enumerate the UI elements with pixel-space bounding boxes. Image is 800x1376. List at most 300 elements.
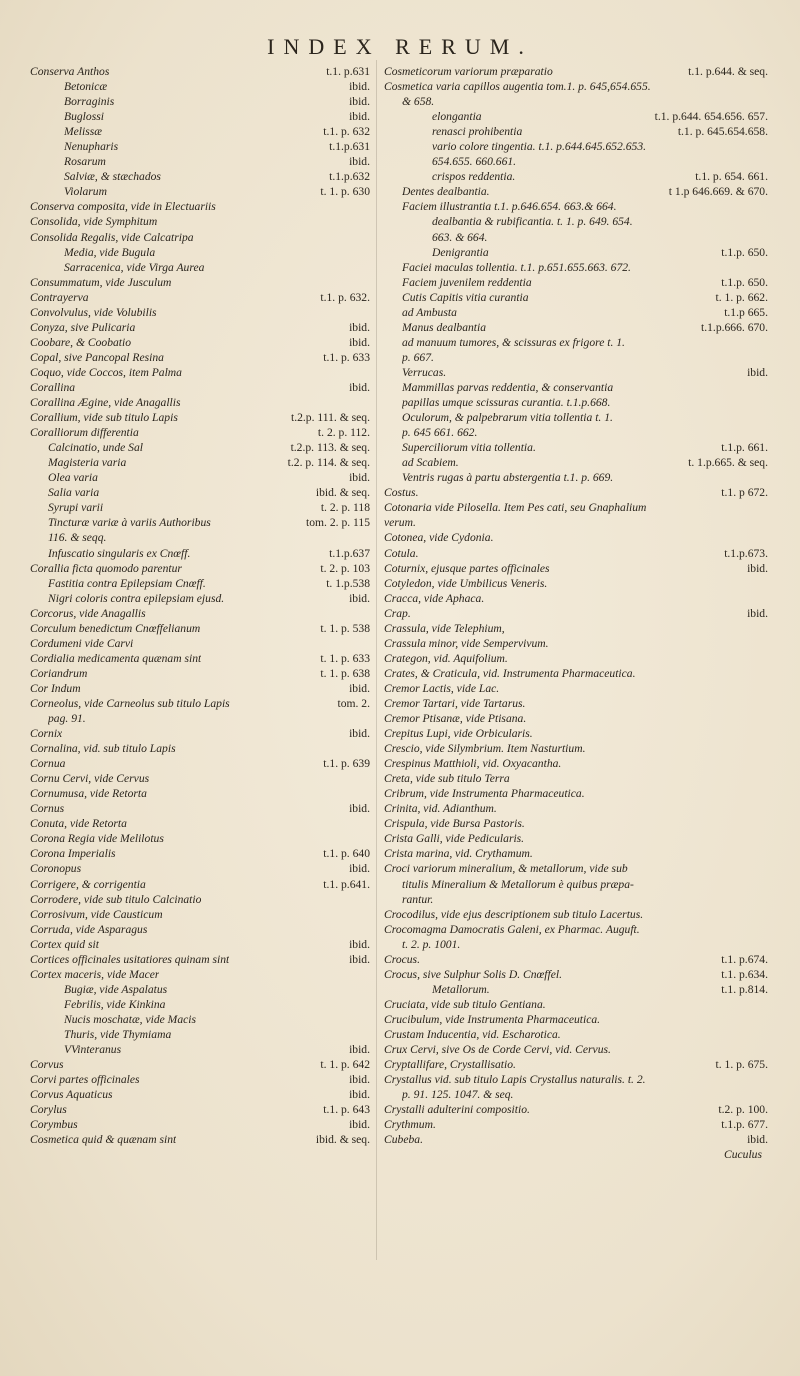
index-entry-term: Crista Galli, vide Pedicularis. xyxy=(384,832,525,846)
index-entry xyxy=(30,1072,370,1087)
index-entry-term: Nucis moschatæ, vide Macis xyxy=(64,1012,197,1026)
index-entry xyxy=(30,606,370,621)
index-entry-term: Corylus xyxy=(30,1103,67,1117)
index-entry-term: Cryptallifare, Crystallisatio. xyxy=(384,1058,516,1072)
index-entry-term: Salviæ, & stæchados xyxy=(64,170,161,184)
index-entry xyxy=(384,425,768,440)
index-entry xyxy=(30,846,370,861)
index-entry-term: ad manuum tumores, & scissuras ex frigore t. 1. xyxy=(402,335,625,349)
index-entry-reference: ibid. & seq. xyxy=(315,486,370,500)
index-entry xyxy=(30,214,370,229)
index-entry-term: Consolida, vide Symphitum xyxy=(30,215,158,229)
index-entry-reference: t.1.p. 661. xyxy=(721,441,768,455)
index-entry-term: Nigri coloris contra epilepsiam ejusd. xyxy=(48,591,225,605)
index-entry-term: crispos reddentia. xyxy=(432,170,516,184)
index-entry-term: Crocus, sive Sulphur Solis D. Cnœffel. xyxy=(384,967,562,981)
index-entry-term: Cornumusa, vide Retorta xyxy=(30,787,147,801)
index-entry xyxy=(384,395,768,410)
index-entry xyxy=(30,1042,370,1057)
index-entry-term: Superciliorum vitia tollentia. xyxy=(402,441,536,455)
index-entry xyxy=(384,79,768,94)
right-column xyxy=(384,64,768,1162)
index-entry xyxy=(30,515,370,530)
index-entry xyxy=(30,79,370,94)
index-entry xyxy=(384,621,768,636)
index-entry xyxy=(384,214,768,229)
index-entry xyxy=(384,485,768,500)
index-entry-term: Creta, vide sub titulo Terra xyxy=(384,772,510,786)
index-entry xyxy=(384,500,768,515)
index-entry-term: Cuculus xyxy=(723,1148,762,1162)
index-entry-reference: t. 1. p. 662. xyxy=(715,290,768,304)
index-entry xyxy=(30,1132,370,1147)
index-entry-term: Crocus. xyxy=(384,952,420,966)
index-entry-term: Corrodere, vide sub titulo Calcinatio xyxy=(30,892,202,906)
index-entry xyxy=(384,410,768,425)
index-entry-term: renasci prohibentia xyxy=(432,125,523,139)
index-entry-term: Cosmetica varia capillos augentia tom.1. p. 645,654.655. xyxy=(384,80,651,94)
index-entry-reference: t.2. p. 114. & seq. xyxy=(287,456,370,470)
index-entry-reference: t. 1. p. 630 xyxy=(320,185,370,199)
index-entry-reference: t.1.p. 650. xyxy=(721,275,768,289)
index-entry-reference: ibid. xyxy=(349,155,370,169)
index-entry xyxy=(384,275,768,290)
index-entry xyxy=(30,320,370,335)
index-entry-term: Denigrantia xyxy=(432,245,489,259)
page-title: INDEX RERUM. xyxy=(267,34,533,59)
index-entry-term: Copal, sive Pancopal Resina xyxy=(30,350,164,364)
index-entry-term: Crispula, vide Bursa Pastoris. xyxy=(384,817,525,831)
index-entry xyxy=(384,380,768,395)
index-entry-term: p. 645 661. 662. xyxy=(402,426,478,440)
index-entry-term: Corallia ficta quomodo parentur xyxy=(30,561,182,575)
index-entry-term: Conyza, sive Pulicaria xyxy=(30,320,136,334)
index-entry-term: Contrayerva xyxy=(30,290,89,304)
index-entry-term: papillas umque scissuras curantia. t.1.p.668. xyxy=(402,396,611,410)
index-entry-reference: ibid. xyxy=(349,335,370,349)
index-entry-term: Croci variorum mineralium, & metallorum, vide sub xyxy=(384,862,628,876)
index-entry xyxy=(384,651,768,666)
index-entry xyxy=(30,937,370,952)
index-entry xyxy=(30,1087,370,1102)
index-entry-reference: t. 1.p.665. & seq. xyxy=(688,456,768,470)
index-entry xyxy=(30,621,370,636)
index-entry xyxy=(384,561,768,576)
index-entry-term: Cutis Capitis vitia curantia xyxy=(402,290,529,304)
index-entry xyxy=(30,94,370,109)
index-entry xyxy=(384,1132,768,1147)
index-entry xyxy=(384,94,768,109)
index-entry-term: 663. & 664. xyxy=(432,230,488,244)
index-entry xyxy=(384,335,768,350)
index-entry xyxy=(30,997,370,1012)
index-entry xyxy=(384,576,768,591)
index-entry-reference: t. 1. p. 642 xyxy=(320,1058,370,1072)
index-entry-term: Faciei maculas tollentia. t.1. p.651.655.663. 672. xyxy=(402,260,631,274)
index-entry-term: Crystallus vid. sub titulo Lapis Crystallus naturalis. t. 2. xyxy=(384,1073,646,1087)
index-entry-term: Cornix xyxy=(30,727,63,741)
index-entry-term: Costus. xyxy=(384,486,419,500)
index-entry-term: Bugiæ, vide Aspalatus xyxy=(64,982,168,996)
index-entry-term: Crassula minor, vide Sempervivum. xyxy=(384,636,549,650)
left-column xyxy=(30,64,370,1147)
index-entry-term: Faciem juvenilem reddentia xyxy=(402,275,532,289)
index-entry-reference: t.1. p.814. xyxy=(721,982,768,996)
index-entry-reference: ibid. xyxy=(349,952,370,966)
index-entry-reference: ibid. xyxy=(349,380,370,394)
index-entry xyxy=(384,982,768,997)
index-entry-term: Tincturæ variæ à variis Authoribus xyxy=(48,516,211,530)
index-entry xyxy=(30,395,370,410)
index-entry xyxy=(30,425,370,440)
index-entry xyxy=(30,365,370,380)
index-entry-term: p. 667. xyxy=(402,350,434,364)
index-entry xyxy=(30,967,370,982)
index-entry-reference: t.2. p. 100. xyxy=(718,1103,768,1117)
index-entry xyxy=(30,831,370,846)
index-entry-term: Conserva composita, vide in Electuariis xyxy=(30,200,216,214)
index-entry-reference: t.1. p.644. 654.656. 657. xyxy=(654,110,768,124)
index-entry xyxy=(384,591,768,606)
index-entry xyxy=(30,711,370,726)
index-entry-term: Cornus xyxy=(30,802,65,816)
index-entry-reference: t.1.p.666. 670. xyxy=(701,320,768,334)
index-entry xyxy=(384,1057,768,1072)
index-entry-term: Crassula, vide Telephium, xyxy=(384,621,505,635)
index-entry xyxy=(384,666,768,681)
index-entry xyxy=(30,124,370,139)
index-entry-term: Crux Cervi, sive Os de Corde Cervi, vid. Cervus. xyxy=(384,1043,611,1057)
index-entry-term: Crythmum. xyxy=(384,1118,436,1132)
index-entry xyxy=(30,109,370,124)
index-entry-reference: tom. 2. p. 115 xyxy=(306,516,370,530)
index-entry xyxy=(384,440,768,455)
index-entry-term: Infuscatio singularis ex Cnœff. xyxy=(48,546,191,560)
index-entry-term: Corcorus, vide Anagallis xyxy=(30,606,146,620)
index-entry xyxy=(30,877,370,892)
index-entry xyxy=(384,169,768,184)
index-entry xyxy=(384,530,768,545)
index-entry-term: VVinteranus xyxy=(64,1043,122,1057)
index-entry xyxy=(30,952,370,967)
index-entry xyxy=(384,726,768,741)
index-entry-reference: ibid. xyxy=(747,561,768,575)
index-entry-term: Coralliorum differentia xyxy=(30,426,139,440)
index-entry-term: Cornu Cervi, vide Cervus xyxy=(30,772,150,786)
index-entry-term: Thuris, vide Thymiama xyxy=(64,1028,172,1041)
index-entry xyxy=(384,606,768,621)
index-entry xyxy=(384,1087,768,1102)
index-entry xyxy=(30,500,370,515)
index-entry xyxy=(30,64,370,79)
index-entry-term: Cosmetica quid & quænam sint xyxy=(30,1133,177,1147)
index-entry-term: Coobare, & Coobatio xyxy=(30,335,132,349)
index-entry xyxy=(384,801,768,816)
index-entry-term: Febrilis, vide Kinkina xyxy=(64,997,166,1011)
index-entry-term: Corneolus, vide Carneolus sub titulo Lapis xyxy=(30,696,230,710)
index-entry xyxy=(30,169,370,184)
index-entry-term: Corculum benedictum Cnœffelianum xyxy=(30,621,201,635)
index-entry xyxy=(30,892,370,907)
index-entry-term: Consolida Regalis, vide Calcatripa xyxy=(30,230,194,244)
index-entry-reference: t.2.p. 111. & seq. xyxy=(290,411,370,425)
index-entry xyxy=(384,831,768,846)
index-entry-term: Cremor Ptisanæ, vide Ptisana. xyxy=(384,712,527,726)
index-entry-reference: ibid. xyxy=(349,727,370,741)
index-entry xyxy=(384,139,768,154)
index-entry-term: Cremor Tartari, vide Tartarus. xyxy=(384,696,526,710)
index-entry xyxy=(384,305,768,320)
index-entry-reference: ibid. xyxy=(349,681,370,695)
index-entry-term: Sarracenica, vide Virga Aurea xyxy=(64,260,205,274)
index-entry-term: Corona Regia vide Melilotus xyxy=(30,832,164,846)
index-entry xyxy=(384,786,768,801)
index-entry-reference: t.1.p.631 xyxy=(329,140,370,154)
index-entry-reference: ibid. xyxy=(349,591,370,605)
index-entry-term: Faciem illustrantia t.1. p.646.654. 663.& 664. xyxy=(402,200,617,214)
index-entry xyxy=(384,846,768,861)
index-entry xyxy=(30,741,370,756)
index-entry xyxy=(30,230,370,245)
index-entry xyxy=(30,380,370,395)
index-entry-reference: ibid. xyxy=(349,320,370,334)
index-entry-reference: t. 1. p. 675. xyxy=(715,1058,768,1072)
index-entry-term: Convolvulus, vide Volubilis xyxy=(30,305,157,319)
index-entry-term: Fastitia contra Epilepsiam Cnœff. xyxy=(48,576,206,590)
index-entry xyxy=(30,907,370,922)
index-entry-term: Crescio, vide Silymbrium. Item Nasturtium. xyxy=(384,742,586,756)
index-entry xyxy=(384,245,768,260)
index-entry xyxy=(30,410,370,425)
index-entry xyxy=(30,245,370,260)
index-entry-term: Betonicæ xyxy=(64,80,108,94)
index-entry-reference: t.1. p. 640 xyxy=(323,847,370,861)
index-entry xyxy=(384,124,768,139)
index-entry-term: Cordumeni vide Carvi xyxy=(30,636,134,650)
index-entry xyxy=(30,485,370,500)
index-entry xyxy=(384,1027,768,1042)
index-entry-reference: t.1. p. 632. xyxy=(320,290,370,304)
index-entry-term: Crocomagma Damocratis Galeni, ex Pharmac. Auguft. xyxy=(384,922,640,936)
index-entry-term: Crates, & Craticula, vid. Instrumenta Pharmaceutica. xyxy=(384,666,636,680)
index-entry-reference: ibid. xyxy=(349,1088,370,1102)
index-entry-reference: t.1. p 672. xyxy=(721,486,768,500)
index-entry xyxy=(30,591,370,606)
index-entry-term: Crucibulum, vide Instrumenta Pharmaceutica. xyxy=(384,1012,601,1026)
index-entry-term: Cribrum, vide Instrumenta Pharmaceutica. xyxy=(384,787,585,801)
index-entry xyxy=(384,967,768,982)
index-entry xyxy=(30,801,370,816)
index-entry xyxy=(30,1117,370,1132)
index-entry-term: elongantia xyxy=(432,110,482,124)
index-entry-term: Manus dealbantia xyxy=(402,320,487,334)
index-entry xyxy=(384,771,768,786)
index-entry-term: Cortex quid sit xyxy=(30,937,99,951)
index-entry-term: rantur. xyxy=(402,892,434,906)
index-entry-term: Metallorum. xyxy=(432,982,490,996)
index-entry-reference: t.1. p. 633 xyxy=(323,350,370,364)
index-entry-term: Coriandrum xyxy=(30,666,88,680)
index-entry-term: Crista marina, vid. Crythamum. xyxy=(384,847,533,861)
index-entry xyxy=(384,696,768,711)
index-entry-term: & 658. xyxy=(402,95,435,109)
index-entry-term: Corallina xyxy=(30,380,76,394)
index-entry-reference: t.1.p 665. xyxy=(724,305,768,319)
index-entry xyxy=(30,561,370,576)
index-entry xyxy=(30,139,370,154)
index-entry-term: Cortices officinales usitatiores quinam sint xyxy=(30,952,230,966)
index-entry-reference: t. 2. p. 112. xyxy=(317,426,370,440)
index-entry xyxy=(30,922,370,937)
index-entry xyxy=(384,756,768,771)
index-entry xyxy=(30,861,370,876)
index-entry-term: Melissæ xyxy=(64,125,103,139)
index-entry-term: Conuta, vide Retorta xyxy=(30,817,127,831)
index-entry xyxy=(30,275,370,290)
index-entry xyxy=(30,696,370,711)
index-entry-term: Calcinatio, unde Sal xyxy=(48,441,143,455)
index-entry xyxy=(384,184,768,199)
index-entry-term: ad Scabiem. xyxy=(402,456,459,470)
index-entry-term: Olea varia xyxy=(48,471,98,485)
index-entry xyxy=(30,530,370,545)
index-entry xyxy=(384,937,768,952)
index-entry-term: Cordialia medicamenta quænam sint xyxy=(30,651,202,665)
index-entry-reference: t. 1. p. 638 xyxy=(320,666,370,680)
index-entry xyxy=(30,982,370,997)
index-entry-reference: ibid. xyxy=(349,471,370,485)
index-entry-term: Syrupi varii xyxy=(48,501,104,515)
index-entry-term: Dentes dealbantia. xyxy=(402,185,490,199)
index-entry xyxy=(384,711,768,726)
index-entry-term: Corrosivum, vide Causticum xyxy=(30,907,163,921)
index-entry xyxy=(30,726,370,741)
index-entry-term: Buglossi xyxy=(64,110,104,124)
index-entry-term: Coturnix, ejusque partes officinales xyxy=(384,561,550,575)
index-entry-reference: ibid. xyxy=(349,1043,370,1057)
index-entry-term: Cornalina, vid. sub titulo Lapis xyxy=(30,742,176,756)
index-entry xyxy=(384,350,768,365)
index-entry-term: t. 2. p. 1001. xyxy=(402,937,461,951)
index-entry-reference: t.1. p. 645.654.658. xyxy=(677,125,768,139)
index-entry-reference: tom. 2. xyxy=(337,696,370,710)
index-entry xyxy=(30,455,370,470)
index-entry-term: verum. xyxy=(384,516,416,530)
index-entry xyxy=(384,154,768,169)
index-entry xyxy=(30,636,370,651)
index-entry xyxy=(384,922,768,937)
index-entry xyxy=(30,290,370,305)
index-entry xyxy=(30,440,370,455)
index-entry xyxy=(30,681,370,696)
index-entry-term: p. 91. 125. 1047. & seq. xyxy=(402,1088,514,1102)
index-entry-term: Cor Indum xyxy=(30,681,81,695)
index-entry xyxy=(30,335,370,350)
index-entry-term: 116. & seqq. xyxy=(48,531,107,545)
index-entry xyxy=(384,636,768,651)
index-entry-reference: t.1. p. 654. 661. xyxy=(695,170,768,184)
index-entry-term: Corruda, vide Asparagus xyxy=(30,922,148,936)
index-entry-reference: t.1.p. 677. xyxy=(721,1118,768,1132)
index-entry-reference: ibid. xyxy=(349,937,370,951)
index-entry xyxy=(30,651,370,666)
index-entry-reference: t. 1. p. 538 xyxy=(320,621,370,635)
index-entry-reference: ibid. & seq. xyxy=(315,1133,370,1147)
index-entry-reference: ibid. xyxy=(349,862,370,876)
index-entry-term: Crocodilus, vide ejus descriptionem sub titulo Lacertus. xyxy=(384,907,644,921)
index-entry-term: vario colore tingentia. t.1. p.644.645.652.653. xyxy=(432,140,647,154)
index-entry-reference: t.1. p.644. & seq. xyxy=(688,65,768,78)
index-entry-term: Borraginis xyxy=(64,95,115,109)
index-entry-term: Cortex maceris, vide Macer xyxy=(30,967,160,981)
index-entry-term: Cracca, vide Aphaca. xyxy=(384,591,485,605)
index-entry-term: 654.655. 660.661. xyxy=(432,155,517,169)
index-entry-reference: t.1.p.632 xyxy=(329,170,370,184)
index-entry-term: Cotonaria vide Pilosella. Item Pes cati, seu Gnaphalium xyxy=(384,501,647,515)
index-entry xyxy=(384,1117,768,1132)
index-entry-term: Rosarum xyxy=(64,155,106,169)
index-entry xyxy=(30,184,370,199)
index-entry-term: titulis Mineralium & Metallorum è quibus præpa- xyxy=(402,877,634,891)
index-entry-term: Conserva Anthos xyxy=(30,65,110,78)
index-entry-term: Mammillas parvas reddentia, & conservantia xyxy=(402,380,614,394)
index-entry xyxy=(384,365,768,380)
index-entry xyxy=(384,997,768,1012)
index-entry-term: Media, vide Bugula xyxy=(64,245,156,259)
index-entry xyxy=(384,230,768,245)
index-entry-term: Corymbus xyxy=(30,1118,78,1132)
index-entry xyxy=(384,877,768,892)
index-entry xyxy=(30,1102,370,1117)
index-entry xyxy=(384,741,768,756)
index-entry-reference: t.1.p.637 xyxy=(329,546,370,560)
index-entry-reference: ibid. xyxy=(349,1118,370,1132)
index-entry xyxy=(384,1102,768,1117)
index-entry-reference: t.1.p.673. xyxy=(724,546,768,560)
index-entry-term: Corallium, vide sub titulo Lapis xyxy=(30,411,178,425)
index-entry xyxy=(384,199,768,214)
index-entry-reference: ibid. xyxy=(349,80,370,94)
index-entry xyxy=(30,1057,370,1072)
index-entry-reference: t.2.p. 113. & seq. xyxy=(290,441,370,455)
index-entry-term: pag. 91. xyxy=(48,712,86,726)
index-entry xyxy=(30,666,370,681)
column-divider xyxy=(376,60,377,1260)
index-entry xyxy=(384,290,768,305)
index-entry-term: Oculorum, & palpebrarum vitia tollentia t. 1. xyxy=(402,411,613,425)
index-entry-reference: t. 2. p. 118 xyxy=(320,501,370,515)
index-entry-term: Cotonea, vide Cydonia. xyxy=(384,531,494,545)
index-entry-reference: t.1. p.631 xyxy=(326,65,370,78)
index-entry xyxy=(30,1012,370,1027)
index-entry xyxy=(384,260,768,275)
index-entry-term: Cubeba. xyxy=(384,1133,423,1147)
index-entry xyxy=(384,546,768,561)
index-entry-reference: t.1. p. 643 xyxy=(323,1103,370,1117)
index-entry xyxy=(384,1012,768,1027)
index-entry xyxy=(384,109,768,124)
index-entry-term: Crustam Inducentia, vid. Escharotica. xyxy=(384,1028,561,1041)
index-entry xyxy=(384,892,768,907)
index-entry xyxy=(384,907,768,922)
index-entry-reference: t.1. p.641. xyxy=(323,877,370,891)
index-entry xyxy=(30,305,370,320)
index-entry-term: Consummatum, vide Jusculum xyxy=(30,275,172,289)
index-entry-reference: ibid. xyxy=(747,1133,768,1147)
index-entry xyxy=(30,786,370,801)
index-entry-term: Corallina Ægine, vide Anagallis xyxy=(30,396,181,410)
index-entry-reference: ibid. xyxy=(747,606,768,620)
